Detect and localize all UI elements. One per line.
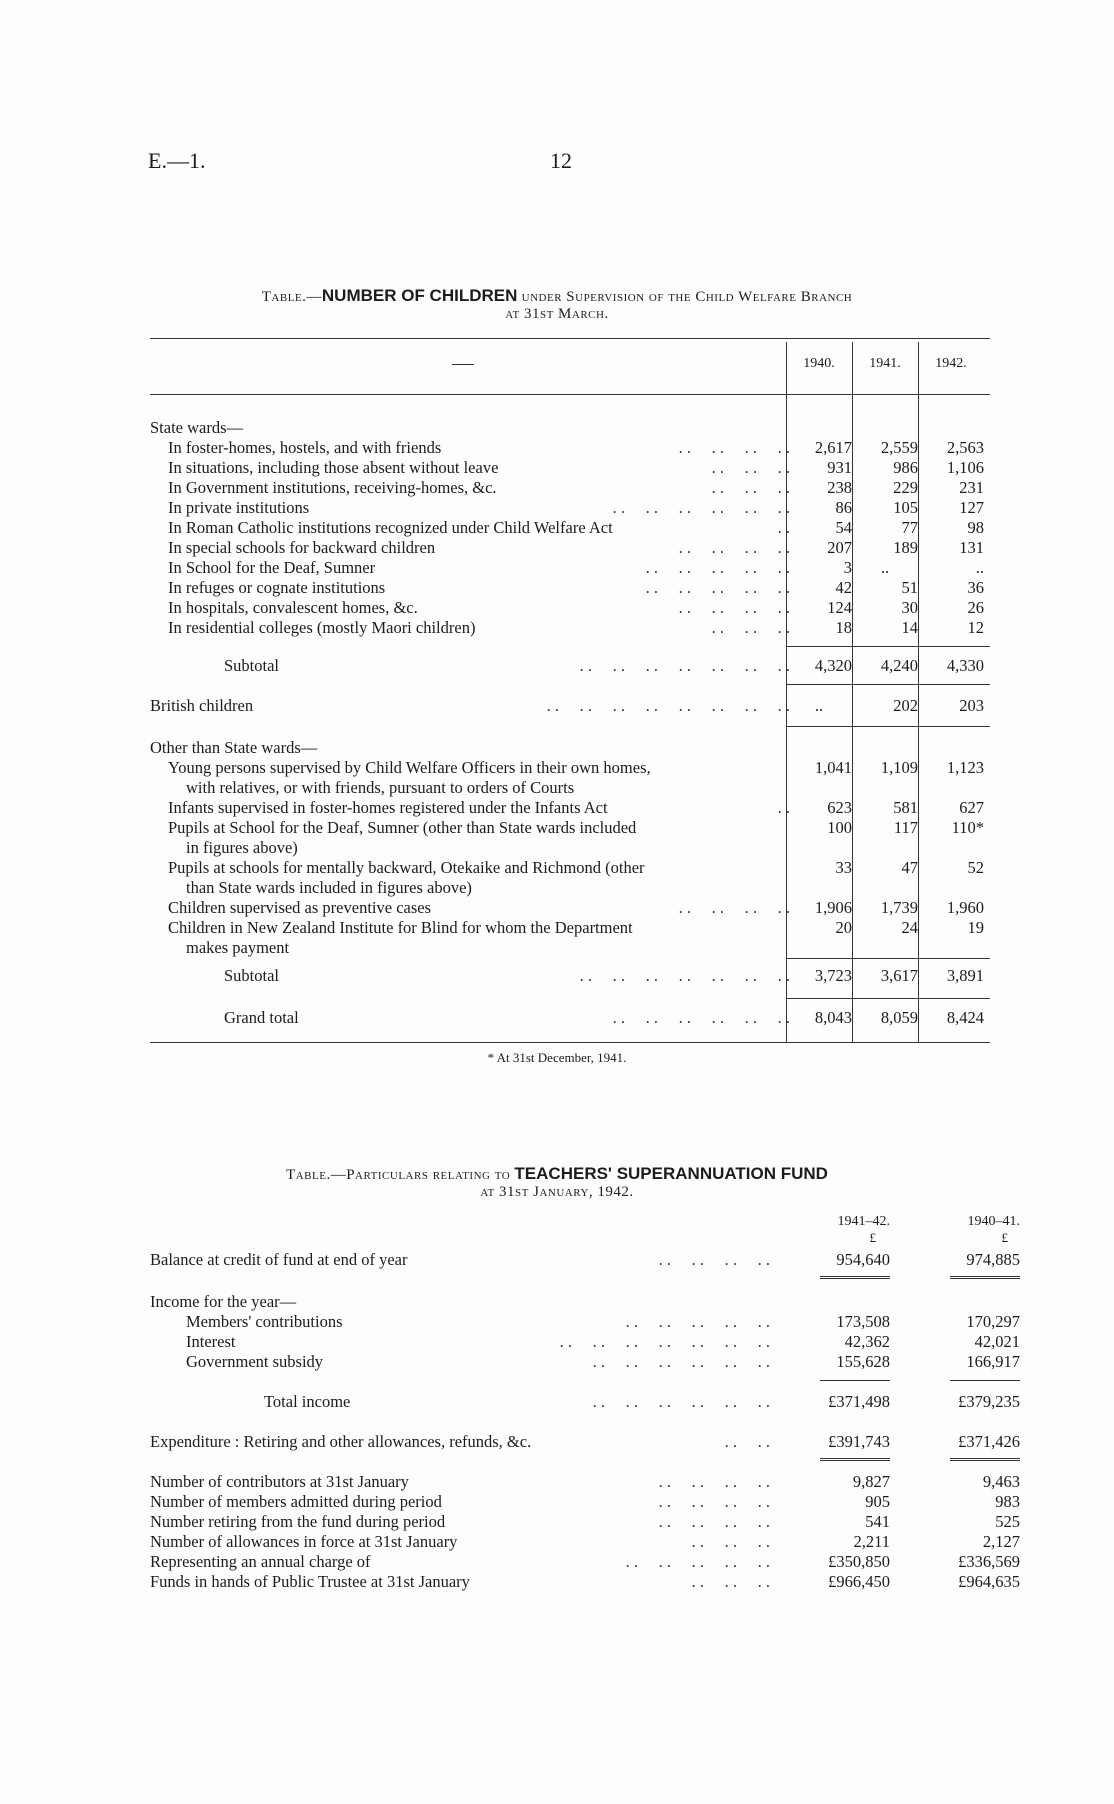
cell-1940-41: £964,635: [958, 1572, 1020, 1591]
cell-1940: 54: [835, 518, 852, 537]
cell-1941-42: 155,628: [836, 1352, 890, 1371]
row-label: Young persons supervised by Child Welfare Officers in their own homes,: [168, 758, 651, 777]
cell-1940-41: 983: [995, 1492, 1020, 1511]
section-heading: [150, 1292, 990, 1312]
table-row: [150, 578, 990, 598]
subtotal-rule: [786, 684, 990, 685]
cell-1942: 98: [967, 518, 984, 537]
table-row-continuation: [150, 878, 990, 898]
cell-1941: 229: [893, 478, 918, 497]
cell-1941: 4,240: [880, 656, 918, 675]
row-label-continuation: makes payment: [186, 938, 290, 957]
table-row: [150, 1512, 1020, 1532]
row-label: In special schools for backward children: [168, 538, 436, 557]
leader-dots: . . . .: [724, 1432, 770, 1451]
row-label: Members' contributions: [186, 1312, 343, 1331]
row-label: Balance at credit of fund at end of year: [150, 1250, 408, 1269]
leader-dots: . . . . . . . . . . . .: [592, 1352, 770, 1371]
cell-1940-41: 2,127: [982, 1532, 1020, 1551]
row-label: Children supervised as preventive cases: [168, 898, 432, 917]
cell-1942: 52: [967, 858, 984, 877]
leader-dots: . . . . . .: [711, 458, 790, 477]
table-rule: [150, 394, 990, 395]
cell-1940-41: 42,021: [974, 1332, 1020, 1351]
cell-1941: 51: [901, 578, 918, 597]
cell-1941-42: £371,498: [828, 1392, 890, 1411]
cell-1941: 47: [901, 858, 918, 877]
cell-1940: 42: [835, 578, 852, 597]
table-row: [150, 818, 990, 838]
table-rule: [150, 338, 990, 339]
cell-1940: 8,043: [814, 1008, 852, 1027]
cell-1940: 623: [827, 798, 852, 817]
subtotal-rule: [950, 1380, 1020, 1381]
row-label: In private institutions: [168, 498, 310, 517]
double-rule: [950, 1276, 1020, 1279]
year-header: 1940–41.: [967, 1214, 1020, 1229]
section-heading-label: Other than State wards—: [150, 738, 318, 757]
cell-1941: 8,059: [880, 1008, 918, 1027]
table-row: [150, 458, 990, 478]
cell-1941: 3,617: [880, 966, 918, 985]
cell-1941: 202: [893, 696, 918, 715]
cell-1940: 124: [827, 598, 852, 617]
table2-title: [0, 1164, 1114, 1184]
leader-dots: . . . . . . . . . .: [645, 558, 790, 577]
leader-dots: . . . . . . . .: [678, 898, 790, 917]
cell-1941: 1,109: [880, 758, 918, 777]
cell-1941: 581: [893, 798, 918, 817]
cell-1941: 1,739: [880, 898, 918, 917]
table1-title: [0, 286, 1114, 306]
cell-1941: 2,559: [880, 438, 918, 457]
row-label-continuation: in figures above): [186, 838, 298, 857]
table-row: [150, 1312, 1020, 1332]
table-row: [150, 918, 990, 938]
currency-symbol: £: [869, 1230, 876, 1245]
leader-dots: . .: [777, 798, 790, 817]
row-label: Number retiring from the fund during period: [150, 1512, 446, 1531]
row-label: Government subsidy: [186, 1352, 324, 1371]
section-heading: [150, 738, 990, 758]
row-label-continuation: than State wards included in figures above): [186, 878, 472, 897]
cell-1942: 627: [959, 798, 984, 817]
cell-1941-42: 2,211: [853, 1532, 890, 1551]
cell-1941-42: 905: [865, 1492, 890, 1511]
leader-dots: . . . . . .: [691, 1572, 770, 1591]
cell-1940-41: 166,917: [966, 1352, 1020, 1371]
page-number: 12: [550, 148, 572, 173]
cell-1942: 127: [959, 498, 984, 517]
cell-1940-41: £336,569: [958, 1552, 1020, 1571]
leader-dots: . . . . . . . . . . . .: [612, 1008, 790, 1027]
cell-1941-42: £350,850: [828, 1552, 890, 1571]
leader-dots: . . . . . . . .: [658, 1512, 770, 1531]
table-row: [150, 898, 990, 918]
table-row: [150, 438, 990, 458]
row-label: Representing an annual charge of: [150, 1552, 371, 1571]
table-row: [150, 598, 990, 618]
table-rule: [150, 1042, 990, 1043]
leader-dots: . . . . . .: [711, 478, 790, 497]
subtotal-rule: [786, 998, 990, 999]
section-heading-label: State wards—: [150, 418, 244, 437]
year-header: 1942.: [935, 356, 967, 371]
row-label: Subtotal: [224, 656, 280, 675]
cell-1940-41: £371,426: [958, 1432, 1020, 1451]
section-heading-label: Income for the year—: [150, 1292, 297, 1311]
row-label: Infants supervised in foster-homes registered under the Infants Act: [168, 798, 608, 817]
page-reference: E.—1.: [148, 148, 206, 173]
row-label: Grand total: [224, 1008, 299, 1027]
cell-1942: 8,424: [946, 1008, 984, 1027]
cell-1940: 238: [827, 478, 852, 497]
row-label-continuation: with relatives, or with friends, pursuant to orders of Courts: [186, 778, 575, 797]
leader-dots: . . . . . . . .: [658, 1492, 770, 1511]
table-row: [150, 1432, 1020, 1452]
cell-1940-41: 170,297: [966, 1312, 1020, 1331]
cell-1942: 12: [967, 618, 984, 637]
row-label: Number of members admitted during period: [150, 1492, 442, 1511]
cell-1941-42: 541: [865, 1512, 890, 1531]
currency-symbol: £: [1001, 1230, 1008, 1245]
cell-1942: 131: [959, 538, 984, 557]
table-row: [150, 858, 990, 878]
leader-dots: . . . . . .: [711, 618, 790, 637]
cell-1941: ..: [880, 558, 890, 577]
table1-subtitle: [0, 306, 1114, 323]
row-label: Children in New Zealand Institute for Blind for whom the Department: [168, 918, 633, 937]
table-row: [150, 1352, 1020, 1372]
table-row: [150, 1552, 1020, 1572]
cell-1941: 77: [901, 518, 918, 537]
double-rule: [950, 1458, 1020, 1461]
table1-title-bold: NUMBER OF CHILDREN: [321, 286, 518, 305]
cell-1941: 117: [893, 818, 918, 837]
row-label: Number of contributors at 31st January: [150, 1472, 409, 1491]
subtotal-rule: [820, 1380, 890, 1381]
row-label: In residential colleges (mostly Maori children): [168, 618, 476, 637]
cell-1941: 189: [893, 538, 918, 557]
stub-header-dash: [452, 364, 474, 365]
leader-dots: . . . . . . . . . .: [625, 1552, 770, 1571]
row-label: In foster-homes, hostels, and with friends: [168, 438, 442, 457]
leader-dots: . . . . . .: [691, 1532, 770, 1551]
cell-1940: 33: [835, 858, 852, 877]
cell-1940: 20: [835, 918, 852, 937]
row-label: Interest: [186, 1332, 236, 1351]
subtotal-rule: [786, 958, 990, 959]
cell-1940: 207: [827, 538, 852, 557]
leader-dots: . . . . . . . . . . . . . .: [559, 1332, 770, 1351]
cell-1940: 18: [835, 618, 852, 637]
grand-total-row: [150, 1008, 990, 1028]
table-row: [150, 758, 990, 778]
cell-1941-42: 9,827: [852, 1472, 890, 1491]
row-label: Pupils at School for the Deaf, Sumner (other than State wards included: [168, 818, 637, 837]
table1-title-rest: under Supervision of the Child Welfare Branch: [521, 289, 853, 305]
row-label: In Roman Catholic institutions recognized under Child Welfare Act: [168, 518, 613, 537]
table2-title-prefix: Table.—Particulars relating to: [286, 1167, 511, 1183]
cell-1941-42: 954,640: [836, 1250, 890, 1269]
cell-1940-41: 974,885: [966, 1250, 1020, 1269]
row-label: In refuges or cognate institutions: [168, 578, 386, 597]
cell-1941-42: 173,508: [836, 1312, 890, 1331]
cell-1942: 36: [967, 578, 984, 597]
cell-1942: ..: [975, 558, 984, 577]
leader-dots: . . . . . . . .: [678, 538, 790, 557]
cell-1941: 24: [901, 918, 918, 937]
leader-dots: . . . . . . . . . . . . . . . .: [546, 696, 790, 715]
row-label: Total income: [264, 1392, 351, 1411]
cell-1942: 19: [967, 918, 984, 937]
leader-dots: . . . . . . . .: [658, 1472, 770, 1491]
cell-1942: 231: [959, 478, 984, 497]
table1-footnote: * At 31st December, 1941.: [487, 1050, 627, 1065]
cell-1940: 100: [827, 818, 852, 837]
table-row-continuation: [150, 938, 990, 958]
row-label: In situations, including those absent without leave: [168, 458, 499, 477]
cell-1940-41: £379,235: [958, 1392, 1020, 1411]
row-label: In Government institutions, receiving-homes, &c.: [168, 478, 497, 497]
table-row: [150, 1250, 1020, 1270]
leader-dots: . . . . . . . . . .: [645, 578, 790, 597]
leader-dots: . .: [777, 518, 790, 537]
table1-title-prefix: Table.—: [261, 289, 322, 305]
table-row: [150, 1472, 1020, 1492]
cell-1940: 3,723: [814, 966, 852, 985]
subtotal-row: [150, 656, 990, 676]
cell-1940: 931: [827, 458, 852, 477]
table-row: [150, 498, 990, 518]
cell-1940: 2,617: [814, 438, 852, 457]
cell-1940: 1,041: [814, 758, 852, 777]
table-row: [150, 1492, 1020, 1512]
row-label: Number of allowances in force at 31st January: [150, 1532, 458, 1551]
table-row: [150, 518, 990, 538]
cell-1942: 26: [967, 598, 984, 617]
total-row: [150, 1392, 1020, 1412]
cell-1940: 1,906: [814, 898, 852, 917]
cell-1942: 1,960: [946, 898, 984, 917]
row-label: Pupils at schools for mentally backward, Otekaike and Richmond (other: [168, 858, 645, 877]
year-header: 1941.: [869, 356, 901, 371]
cell-1941: 14: [901, 618, 918, 637]
table-row: [150, 538, 990, 558]
table2-subtitle-text: at 31st January, 1942.: [480, 1184, 634, 1200]
leader-dots: . . . . . . . .: [678, 598, 790, 617]
cell-1942: 1,106: [946, 458, 984, 477]
table2-subtitle: [0, 1184, 1114, 1201]
leader-dots: . . . . . . . . . . . . . .: [579, 656, 790, 675]
cell-1941-42: £391,743: [828, 1432, 890, 1451]
subtotal-rule: [786, 646, 990, 647]
row-label: In hospitals, convalescent homes, &c.: [168, 598, 418, 617]
table-row: [150, 618, 990, 638]
cell-1942: 2,563: [946, 438, 984, 457]
double-rule: [820, 1276, 890, 1279]
year-header: 1941–42.: [837, 1214, 890, 1229]
leader-dots: . . . . . . . . . . . .: [612, 498, 790, 517]
table2-title-bold: TEACHERS' SUPERANNUATION FUND: [514, 1164, 828, 1183]
row-label: In School for the Deaf, Sumner: [168, 558, 376, 577]
leader-dots: . . . . . . . . . . . . . .: [579, 966, 790, 985]
cell-1941: 105: [893, 498, 918, 517]
cell-1942: 203: [959, 696, 984, 715]
table-row: [150, 696, 990, 716]
table-row-continuation: [150, 778, 990, 798]
section-heading: [150, 418, 990, 438]
cell-1940-41: 9,463: [982, 1472, 1020, 1491]
leader-dots: . . . . . . . . . .: [625, 1312, 770, 1331]
row-label: Subtotal: [224, 966, 280, 985]
cell-1942: 4,330: [946, 656, 984, 675]
cell-1940: 4,320: [814, 656, 852, 675]
cell-1942: 3,891: [946, 966, 984, 985]
table-row: [150, 1332, 1020, 1352]
cell-1940-41: 525: [995, 1512, 1020, 1531]
leader-dots: . . . . . . . .: [658, 1250, 770, 1269]
row-label: British children: [150, 696, 254, 715]
table-row: [150, 798, 990, 818]
cell-1941-42: 42,362: [844, 1332, 890, 1351]
cell-1942: 1,123: [946, 758, 984, 777]
cell-1940: 3: [843, 558, 852, 577]
table-row: [150, 478, 990, 498]
subtotal-row: [150, 966, 990, 986]
table-row: [150, 558, 990, 578]
cell-1941-42: £966,450: [828, 1572, 890, 1591]
cell-1942: 110*: [951, 818, 984, 837]
cell-1940: 86: [835, 498, 852, 517]
table-row: [150, 1532, 1020, 1552]
leader-dots: . . . . . . . .: [678, 438, 790, 457]
double-rule: [820, 1458, 890, 1461]
year-header: 1940.: [803, 356, 835, 371]
cell-1941: 30: [901, 598, 918, 617]
cell-1941: 986: [893, 458, 918, 477]
row-label: Expenditure : Retiring and other allowances, refunds, &c.: [150, 1432, 532, 1451]
table1-subtitle-text: at 31st March.: [505, 306, 609, 322]
subtotal-rule: [786, 726, 990, 727]
table-row-continuation: [150, 838, 990, 858]
cell-1940: ..: [814, 696, 824, 715]
leader-dots: . . . . . . . . . . . .: [592, 1392, 770, 1411]
table-row: [150, 1572, 1020, 1592]
row-label: Funds in hands of Public Trustee at 31st January: [150, 1572, 470, 1591]
